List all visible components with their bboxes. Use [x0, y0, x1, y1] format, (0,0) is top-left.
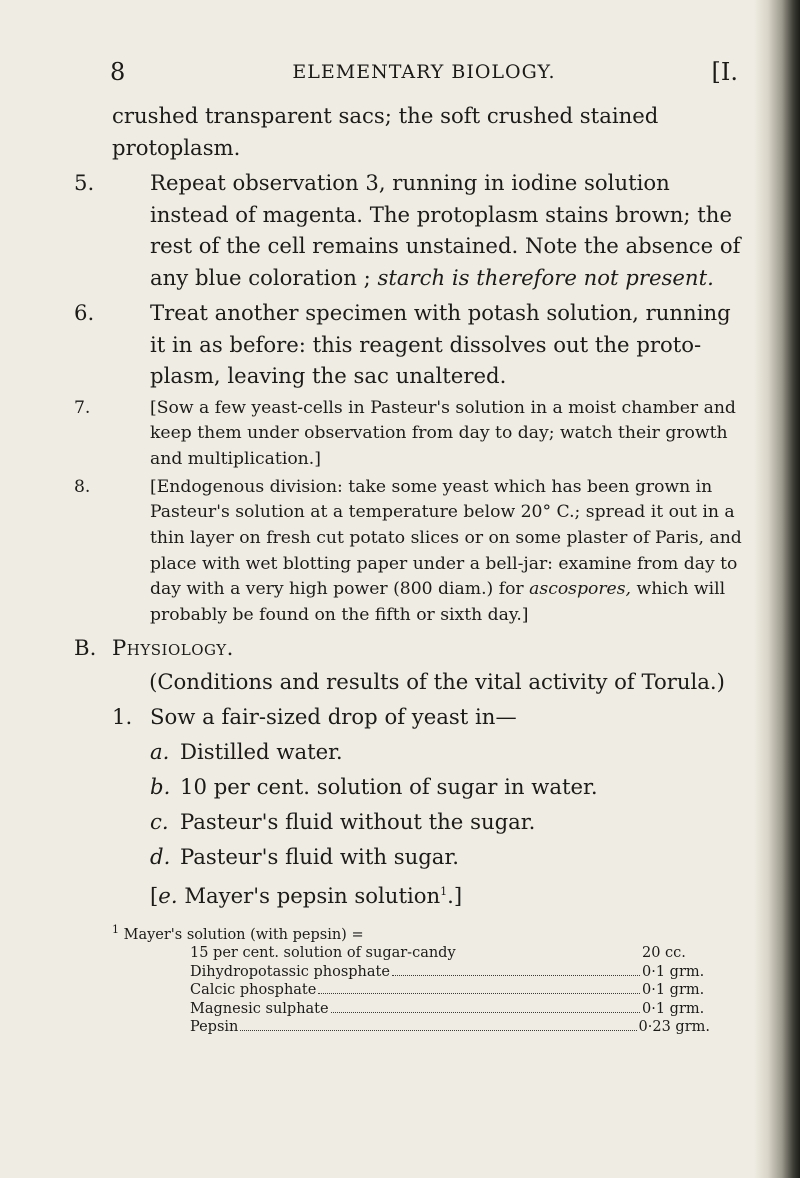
conditions-line: (Conditions and results of the vital activity of Torula.)	[149, 668, 725, 694]
list-text: Pasteur's fluid with sugar.	[180, 843, 459, 869]
list-text: Pasteur's fluid without the sugar.	[180, 808, 536, 834]
amount: 0·1 grm.	[642, 982, 705, 999]
item-number: 6.	[74, 300, 95, 325]
section-title: Physiology.	[112, 634, 234, 660]
dot-leader	[240, 1030, 636, 1031]
footnote-row	[190, 1018, 710, 1037]
item-number: 8.	[74, 476, 91, 497]
list-marker: e.	[158, 882, 178, 908]
bracket-close: .]	[447, 882, 463, 908]
continued-line-2: protoplasm.	[112, 134, 241, 160]
item-1	[112, 699, 742, 734]
dot-leader	[392, 975, 640, 976]
list-text: 10 per cent. solution of sugar in water.	[180, 773, 598, 799]
dot-leader	[318, 993, 640, 994]
list-marker: b.	[150, 773, 171, 799]
footnote-row	[190, 963, 710, 982]
list-marker: c.	[150, 808, 169, 834]
footnote-row	[190, 1000, 710, 1019]
amount: 0·1 grm.	[642, 963, 705, 980]
amount: 0·1 grm.	[642, 1000, 705, 1017]
ingredient: Magnesic sulphate	[190, 1000, 329, 1017]
page-body	[74, 100, 742, 1037]
item-8-text-b: which will probably be found on the fifth or sixth day.]	[150, 579, 726, 626]
item-5-italic: starch is therefore not present.	[377, 264, 714, 290]
item-8	[74, 475, 742, 629]
list-item	[112, 769, 742, 804]
ingredient: Pepsin	[190, 1019, 239, 1036]
list-marker: a.	[150, 738, 170, 764]
list-text: Mayer's pepsin solution	[184, 882, 441, 908]
amount: 20 cc.	[642, 945, 686, 962]
item-5	[74, 167, 742, 293]
item-6-text: Treat another specimen with potash solution, running it in as before: this reagent dissolves out the proto-plasm, leaving the sac unaltered.	[150, 300, 731, 388]
footnote	[112, 921, 742, 1037]
item-1-text: Sow a fair-sized drop of yeast in—	[150, 703, 517, 729]
running-title: ELEMENTARY BIOLOGY.	[292, 61, 556, 83]
dot-leader	[331, 1012, 640, 1013]
item-7	[74, 396, 742, 473]
item-5-text: Repeat observation 3, running in iodine solution instead of magenta. The protoplasm stains brown; the rest of the cell remains unstained. Note the absence of any blue coloration ;	[150, 170, 741, 290]
section-letter: B.	[74, 634, 97, 660]
item-7-text: [Sow a few yeast-cells in Pasteur's solution in a moist chamber and keep them under observation from day to day; watch their growth and multiplication.]	[150, 397, 736, 469]
list-marker: d.	[150, 843, 171, 869]
footnote-row	[190, 981, 710, 1000]
amount: 0·23 grm.	[638, 1019, 710, 1036]
footnote-table	[190, 944, 710, 1037]
list-item	[112, 804, 742, 839]
list-item-e	[112, 874, 742, 913]
ingredient: Calcic phosphate	[190, 982, 317, 999]
footnote-intro: Mayer's solution (with pepsin) =	[123, 926, 364, 943]
continued-paragraph	[112, 100, 742, 163]
footnote-marker: 1	[112, 922, 119, 936]
continued-line-1: crushed transparent sacs; the soft crushed stained	[112, 103, 659, 128]
list-item	[112, 734, 742, 769]
item-8-italic: ascospores,	[529, 579, 632, 600]
section-heading	[74, 631, 742, 665]
item-number: 1.	[112, 703, 133, 729]
footnote-ref: 1	[440, 884, 448, 898]
section-mark: [I.	[711, 58, 738, 86]
page-binding-edge	[754, 0, 800, 1178]
item-number: 5.	[74, 170, 95, 195]
page-number: 8	[110, 58, 126, 86]
list-item	[112, 839, 742, 874]
footnote-row	[190, 944, 710, 963]
bracket-open: [	[150, 882, 159, 908]
footnote-intro-line	[112, 921, 742, 944]
page-header	[110, 58, 738, 92]
ingredient: 15 per cent. solution of sugar-candy	[190, 945, 456, 962]
list-text: Distilled water.	[180, 738, 343, 764]
ingredient: Dihydropotassic phosphate	[190, 963, 390, 980]
item-8-text-a: [Endogenous division: take some yeast which has been grown in Pasteur's solution at a temperature below 20° C.; spread it out in a thin layer on fresh cut potato slices or on some plaster of Paris, and place with wet blotting paper under a bell-jar: examine from day to day with a very high power (800 diam.) for	[150, 476, 742, 600]
item-number: 7.	[74, 397, 91, 418]
item-6	[74, 297, 742, 392]
